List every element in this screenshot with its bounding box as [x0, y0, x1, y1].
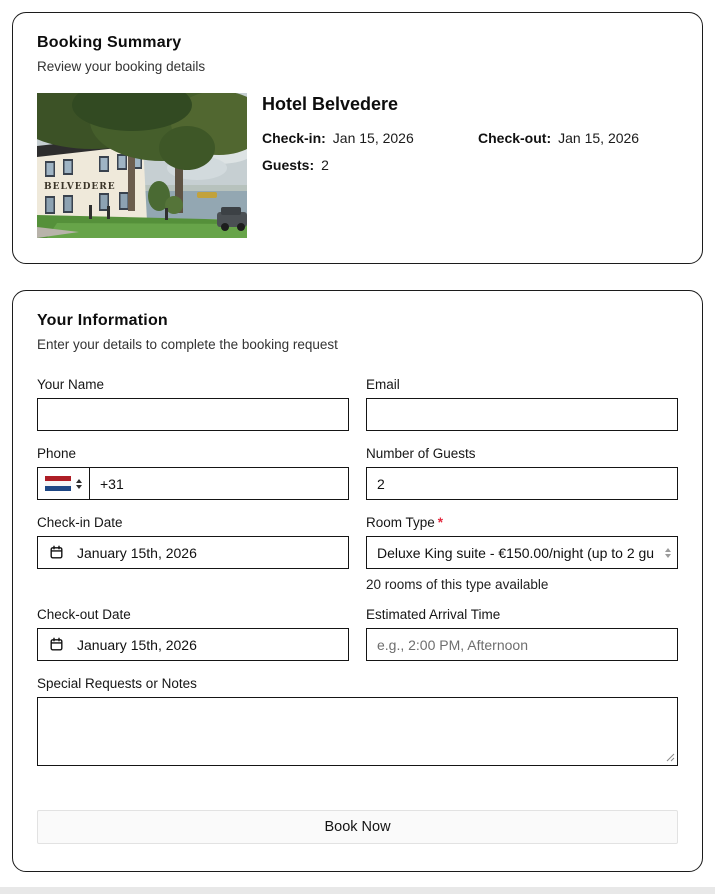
room-type-select[interactable] [366, 536, 678, 569]
notes-label: Special Requests or Notes [37, 676, 197, 691]
email-field-group [366, 377, 678, 431]
checkout-field-label: Check-out Date [37, 607, 131, 622]
summary-content [37, 93, 678, 238]
form-subtitle: Enter your details to complete the booking request [37, 337, 338, 352]
checkin-date-picker[interactable] [37, 536, 349, 569]
guests-label: Guests: [262, 157, 315, 173]
hotel-info [262, 93, 678, 238]
hotel-photo [37, 93, 247, 238]
room-type-select-wrap [366, 536, 678, 569]
arrival-input[interactable] [366, 628, 678, 661]
phone-input[interactable] [89, 467, 349, 500]
hotel-name: Hotel Belvedere [262, 94, 399, 114]
checkout-value: Jan 15, 2026 [558, 130, 640, 146]
guests-summary [262, 157, 329, 173]
email-label: Email [366, 377, 400, 392]
page-bottom-strip [0, 887, 715, 894]
phone-field-group [37, 446, 349, 500]
checkout-date-value: January 15th, 2026 [77, 636, 197, 653]
checkout-date-picker[interactable] [37, 628, 349, 661]
checkin-value: Jan 15, 2026 [332, 130, 414, 146]
form-title: Your Information [37, 312, 168, 329]
booking-form [37, 377, 678, 766]
guests-field-label: Number of Guests [366, 446, 476, 461]
checkout-summary [478, 130, 639, 146]
name-field-group [37, 377, 349, 431]
notes-textarea-wrap [37, 697, 678, 766]
your-information-card [12, 290, 703, 872]
calendar-icon [49, 637, 64, 652]
checkin-summary [262, 130, 478, 146]
checkout-field-group [37, 607, 349, 661]
phone-label: Phone [37, 446, 77, 461]
arrival-label: Estimated Arrival Time [366, 607, 501, 622]
calendar-icon [49, 545, 64, 560]
phone-row [37, 467, 349, 500]
hotel-photo-illustration [37, 93, 247, 238]
hotel-sign-text: BELVEDERE [44, 182, 116, 192]
book-now-button[interactable]: Book Now [37, 810, 678, 844]
netherlands-flag-icon [45, 476, 71, 492]
checkin-date-value: January 15th, 2026 [77, 544, 197, 561]
room-availability-text: 20 rooms of this type available [366, 577, 549, 592]
notes-textarea[interactable] [37, 697, 678, 766]
name-input[interactable] [37, 398, 349, 431]
checkout-label: Check-out: [478, 130, 552, 146]
room-type-label [366, 515, 678, 530]
textarea-resize-handle-icon[interactable] [665, 752, 675, 762]
submit-row [37, 810, 678, 844]
room-type-label-text: Room Type [366, 515, 435, 530]
booking-summary-card [12, 12, 703, 264]
room-type-field-group [366, 515, 678, 592]
guests-input[interactable] [366, 467, 678, 500]
phone-country-select[interactable] [37, 467, 90, 500]
guests-field-group [366, 446, 678, 500]
checkin-label: Check-in: [262, 130, 326, 146]
updown-caret-icon [76, 479, 82, 489]
guests-row [262, 157, 678, 173]
checkin-field-label: Check-in Date [37, 515, 123, 530]
checkin-field-group [37, 515, 349, 592]
summary-title: Booking Summary [37, 34, 182, 51]
email-input[interactable] [366, 398, 678, 431]
required-asterisk: * [437, 515, 444, 530]
dates-row [262, 130, 678, 146]
guests-value: 2 [321, 157, 329, 173]
name-label: Your Name [37, 377, 105, 392]
notes-field-group [37, 676, 678, 766]
summary-subtitle: Review your booking details [37, 59, 206, 74]
arrival-field-group [366, 607, 678, 661]
